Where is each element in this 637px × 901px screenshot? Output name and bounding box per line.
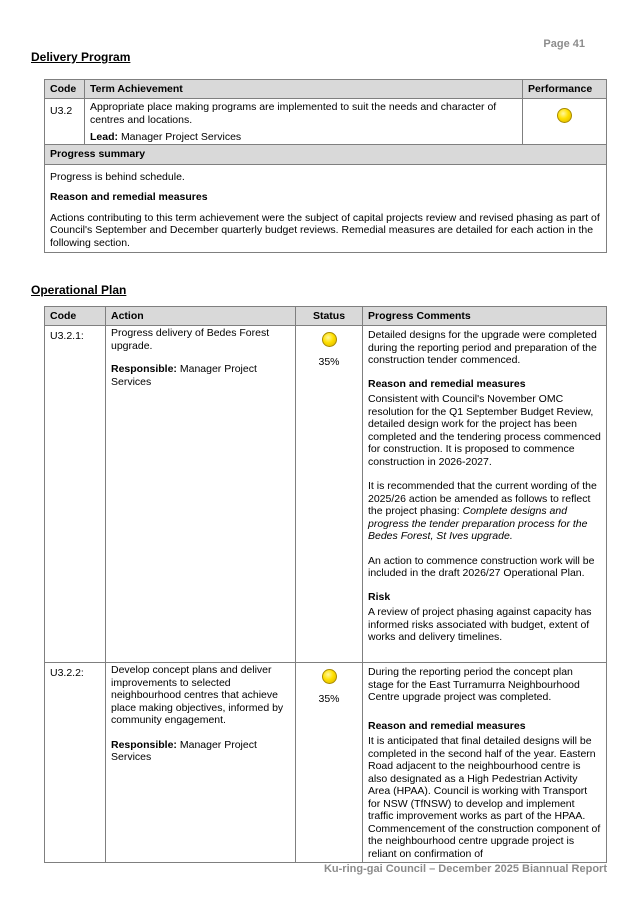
progress-summary-heading: Progress summary: [45, 144, 607, 164]
term-achievement-cell: [85, 99, 523, 145]
comment-risk-text: A review of project phasing against capacity has informed risks associated with budget, extent of works and delivery timelines.: [368, 606, 592, 643]
lead-label: Lead:: [90, 131, 119, 143]
comment-remedial-heading: Reason and remedial measures: [368, 377, 526, 390]
header-code: Code: [45, 307, 106, 326]
page-number: Page 41: [543, 38, 585, 50]
row-action-text: Progress delivery of Bedes Forest upgrade.: [111, 327, 270, 352]
comment-remedial-heading: Reason and remedial measures: [368, 719, 526, 732]
row-responsible: [111, 739, 290, 764]
comment-remedial-p2: [368, 480, 601, 543]
row-action-cell: [106, 326, 296, 663]
status-dot-icon: [322, 332, 337, 347]
responsible-value: Manager Project Services: [111, 738, 257, 763]
delivery-code: U3.2: [45, 99, 85, 145]
delivery-program-title: Delivery Program: [31, 50, 131, 64]
comment-intro: During the reporting period the concept plan stage for the East Turramurra Neighbourhood Centre upgrade project was completed.: [368, 666, 580, 703]
comment-intro: Detailed designs for the upgrade were completed during the reporting period and preparation of the construction tender commenced.: [368, 329, 597, 366]
performance-cell: [523, 99, 607, 145]
performance-status-dot-icon: [557, 108, 572, 123]
header-progress-comments: Progress Comments: [363, 307, 607, 326]
delivery-remedial-heading: Reason and remedial measures: [50, 191, 208, 203]
row-code: U3.2.2:: [45, 663, 106, 863]
row-comments-cell: [363, 326, 607, 663]
operational-plan-title: Operational Plan: [31, 283, 127, 297]
comment-risk-heading: Risk: [368, 590, 391, 603]
responsible-value: Manager Project Services: [111, 363, 257, 388]
row-responsible: [111, 363, 290, 388]
comment-remedial-p1: Consistent with Council's November OMC resolution for the Q1 September Budget Review, detailed design work for the project has been completed and the tendering process commenced for construction. It is proposed to commence construction in 2026-2027.: [368, 393, 601, 468]
header-status: Status: [296, 307, 363, 326]
progress-summary-cell: [45, 164, 607, 253]
operational-plan-table: [44, 306, 607, 863]
delivery-remedial-text: Actions contributing to this term achievement were the subject of capital projects review and revised phasing as part of Council's September and December quarterly budget reviews. Remedial measures are detailed for each action in the following section.: [50, 211, 600, 249]
comments-clip: [368, 666, 601, 862]
row-status-cell: [296, 663, 363, 863]
status-percent: 35%: [318, 692, 340, 705]
row-comments-cell: [363, 663, 607, 863]
term-achievement-text: Appropriate place making programs are implemented to suit the needs and character of centres and locations.: [90, 101, 497, 126]
row-action-text: Develop concept plans and deliver improvements to selected neighbourhood centres that achieve place making objectives, informed by community engagement.: [111, 664, 284, 726]
header-term-achievement: Term Achievement: [85, 80, 523, 99]
comment-remedial-p1: It is anticipated that final detailed designs will be completed in the second half of the year. Eastern Road adjacent to the neighbourhood centre is also designated as a High Pedestrian Activity Area (HPAA). Council is working with Transport for NSW (TfNSW) to develop and implement traffic improvement works as part of the HPAA. Commencement of the construction component of the neighbourhood centre upgrade project is reliant on confirmation of: [368, 735, 601, 860]
status-percent: 35%: [318, 355, 340, 368]
header-action: Action: [106, 307, 296, 326]
row-status-cell: [296, 326, 363, 663]
responsible-label: Responsible:: [111, 738, 177, 751]
row-action-cell: [106, 663, 296, 863]
lead-value: Manager Project Services: [120, 131, 242, 143]
comment-remedial-p2-start: It is recommended that the current wording of the 2025/26 action be amended as follows to reflect the project phasing:: [368, 480, 597, 517]
comment-remedial-p3: An action to commence construction work will be included in the draft 2026/27 Operational Plan.: [368, 554, 595, 579]
table-row: [45, 326, 607, 663]
comment-remedial-p2-italic: Complete designs and progress the tender preparation process for the Bedes Forest, St Ives upgrade.: [368, 505, 588, 542]
row-code: U3.2.1:: [45, 326, 106, 663]
table-row: [45, 663, 607, 863]
header-performance: Performance: [523, 80, 607, 99]
delivery-program-table: [44, 79, 607, 253]
lead-line: [90, 131, 517, 144]
progress-summary-text: Progress is behind schedule.: [50, 170, 185, 183]
footer-report-title: Ku-ring-gai Council – December 2025 Biannual Report: [323, 862, 607, 875]
status-dot-icon: [322, 669, 337, 684]
responsible-label: Responsible:: [111, 363, 177, 375]
header-code: Code: [45, 80, 85, 99]
